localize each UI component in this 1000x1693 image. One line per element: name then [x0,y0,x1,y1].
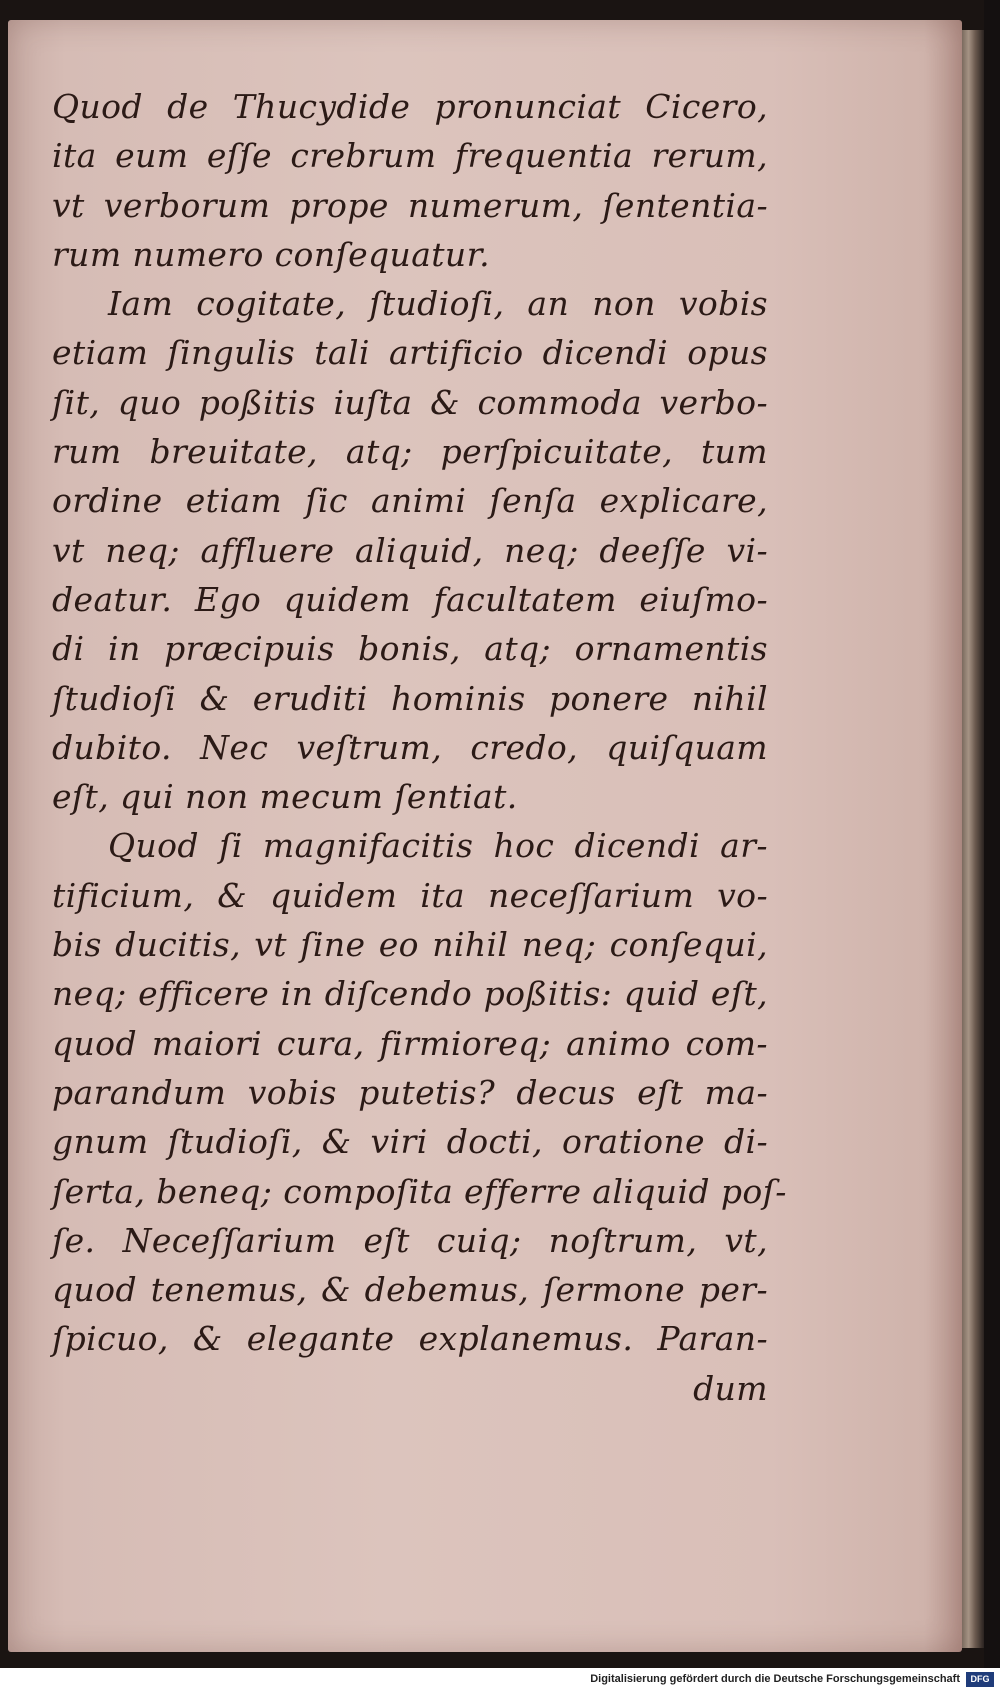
text-line: di in præcipuis bonis, atq; ornamentis [52,629,768,669]
text-line: gnum ſtudioſi, & viri docti, oratione di- [52,1122,768,1162]
page-edge [962,30,984,1648]
text-line: etiam ſingulis tali artificio dicendi opus [52,333,768,373]
text-line: bis ducitis, vt ſine eo nihil neq; conſequi, [52,925,768,965]
text-line: vt neq; affluere aliquid, neq; deeſſe vi- [52,530,768,570]
text-line: vt verborum prope numerum, ſententia- [52,185,768,225]
text-line: ordine etiam ſic animi ſenſa explicare, [52,481,768,521]
text-line: Quod ſi magnifacitis hoc dicendi ar- [108,826,768,866]
text-line: tificium, & quidem ita neceſſarium vo- [52,875,768,915]
text-line: deatur. Ego quidem facultatem eiuſmo- [52,579,768,619]
text-line: rum numero conſequatur. [52,234,491,274]
text-line: rum breuitate, atq; perſpicuitate, tum [52,432,768,472]
funding-credit: Digitalisierung gefördert durch die Deutsche Forschungsgemeinschaft [590,1673,960,1685]
text-line: ſe. Neceſſarium eſt cuiq; noſtrum, vt, [52,1220,768,1260]
text-line: quod maiori cura, firmioreq; animo com- [52,1023,768,1063]
text-line: ſit, quo poßitis iuſta & commoda verbo- [52,382,768,422]
text-line: Quod de Thucydide pronunciat Cicero, [52,87,768,126]
scan-border [984,0,1000,1668]
text-line: dubito. Nec veſtrum, credo, quiſquam [52,727,768,767]
page-text [52,82,787,1413]
text-line: ſpicuo, & elegante explanemus. Paran- [52,1319,768,1359]
dfg-logo-icon: DFG [966,1672,994,1687]
text-line: dum [693,1368,768,1408]
text-line: Iam cogitate, ſtudioſi, an non vobis [108,284,768,324]
text-line: ita eum eſſe crebrum frequentia rerum, [52,136,768,176]
text-line: eſt, qui non mecum ſentiat. [52,777,518,817]
book-page [8,20,962,1652]
text-line: ſerta, beneq; compoſita efferre aliquid poſ- [52,1171,787,1211]
text-line: parandum vobis putetis? decus eſt ma- [52,1072,768,1112]
text-line: quod tenemus, & debemus, ſermone per- [52,1270,768,1310]
text-line: ſtudioſi & eruditi hominis ponere nihil [52,678,768,718]
footer-bar [0,1668,1000,1693]
text-line: neq; efficere in diſcendo poßitis: quid eſt, [52,974,768,1014]
